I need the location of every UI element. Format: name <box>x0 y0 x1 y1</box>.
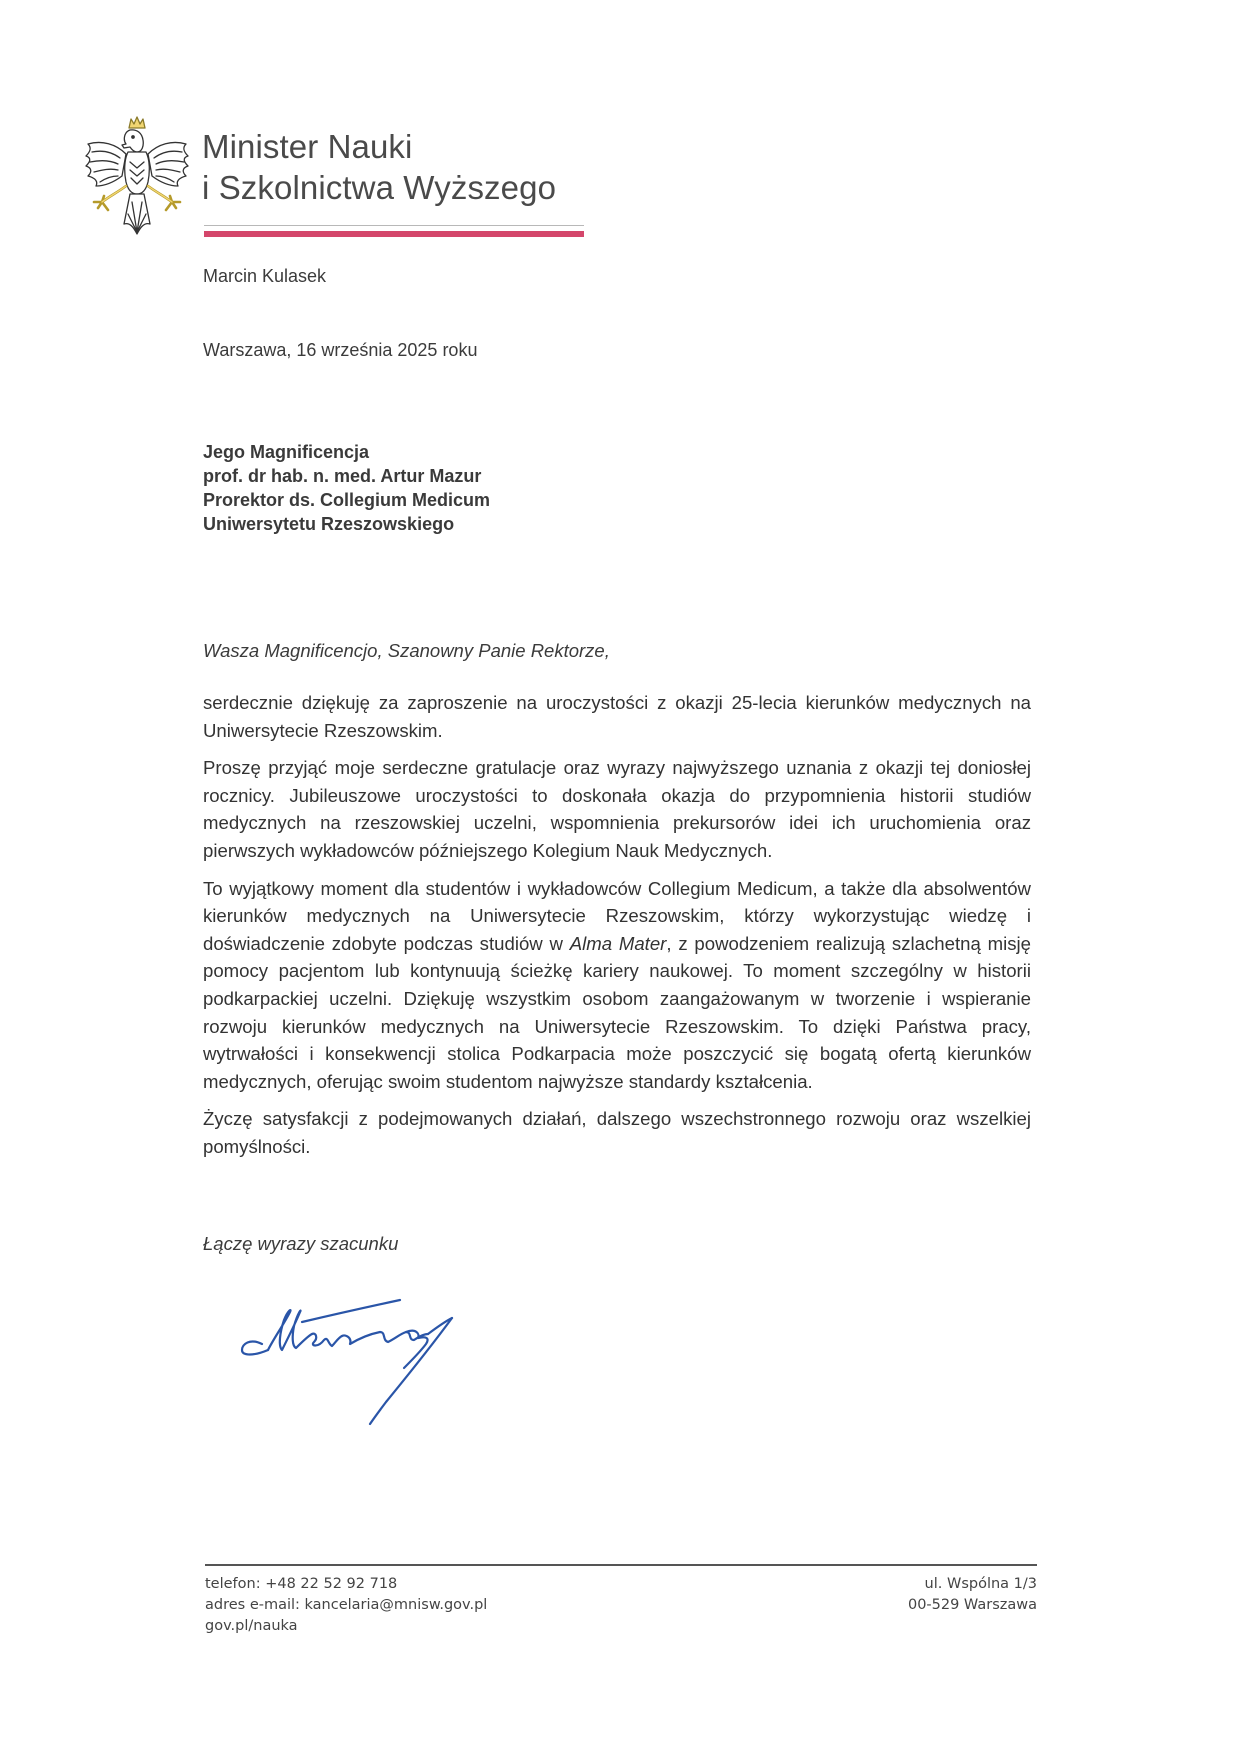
body-paragraph-2: Proszę przyjąć moje serdeczne gratulacje oraz wyrazy najwyższego uznania z okazji tej doniosłej rocznicy. Jubileuszowe uroczystości to doskonała okazja do przypomnienia historii studiów medycznych na rzeszowskiej uczelni, wspomnienia prekursorów idei ich uruchomienia oraz pierwszych wykładowców późniejszego Kolegium Nauk Medycznych. <box>203 757 1031 861</box>
recipient-line: Prorektor ds. Collegium Medicum <box>203 490 491 510</box>
body-paragraph-3-part2: , z powodzeniem realizują szlachetną misję pomocy pacjentom lub kontynuują ścieżkę kariery naukowej. To moment szczególny w historii podkarpackiej uczelni. Dziękuję wszystkim osobom zaangażowanym w tworzenie i wspieranie rozwoju kierunków medycznych na Uniwersytecie Rzeszowskim. To dzięki Państwa pracy, wytrwałości i konsekwencji stolica Podkarpacia może poszczycić się bogatą ofertą kierunków medycznych, oferując swoim studentom najwyższe standardy kształcenia. <box>203 932 1031 1092</box>
footer-address-street: ul. Wspólna 1/3 <box>924 1576 1037 1592</box>
alma-mater-italic: Alma Mater <box>569 932 667 954</box>
body-paragraph-1: serdecznie dziękuję za zaproszenie na uroczystości z okazji 25-lecia kierunków medycznych na Uniwersytecie Rzeszowskim. <box>203 692 1031 741</box>
ministry-title-line1: Minister Nauki <box>202 128 413 165</box>
sender-name: Marcin Kulasek <box>203 266 327 286</box>
salutation: Wasza Magnificencjo, Szanowny Panie Rektorze, <box>203 640 610 661</box>
closing-phrase: Łączę wyrazy szacunku <box>203 1233 399 1254</box>
ministry-title <box>202 126 556 208</box>
body-paragraph-3-part1: To wyjątkowy moment dla studentów i wykładowców Collegium Medicum, a także dla absolwentów kierunków medycznych na Uniwersytecie Rzeszowskim, którzy wykorzystując wiedzę i doświadczenie zdobyte podczas studiów w <box>203 877 1031 954</box>
letterhead-divider-red <box>204 231 584 237</box>
body-paragraph-4: Życzę satysfakcji z podejmowanych działań, dalszego wszechstronnego rozwoju oraz wszelkiej pomyślności. <box>203 1108 1031 1157</box>
footer-phone: telefon: +48 22 52 92 718 <box>205 1576 398 1592</box>
footer-email[interactable]: adres e-mail: kancelaria@mnisw.gov.pl <box>205 1597 488 1613</box>
recipient-block <box>203 440 490 536</box>
polish-eagle-emblem-icon <box>80 114 194 238</box>
recipient-line: Uniwersytetu Rzeszowskiego <box>203 514 455 534</box>
footer-address-city: 00-529 Warszawa <box>907 1597 1037 1613</box>
ministry-title-line2: i Szkolnictwa Wyższego <box>202 169 557 206</box>
footer-contact <box>205 1574 487 1637</box>
body-paragraph-3 <box>203 875 1031 1096</box>
letter-body <box>203 689 1031 1171</box>
recipient-line: Jego Magnificencja <box>203 442 370 462</box>
footer-divider <box>205 1564 1037 1566</box>
letter-date: Warszawa, 16 września 2025 roku <box>203 340 478 360</box>
letterhead-divider-gray <box>204 225 584 226</box>
recipient-line: prof. dr hab. n. med. Artur Mazur <box>203 466 482 486</box>
footer-address <box>908 1574 1037 1616</box>
footer-website-link[interactable]: gov.pl/nauka <box>205 1618 298 1634</box>
signature-icon <box>240 1298 540 1428</box>
